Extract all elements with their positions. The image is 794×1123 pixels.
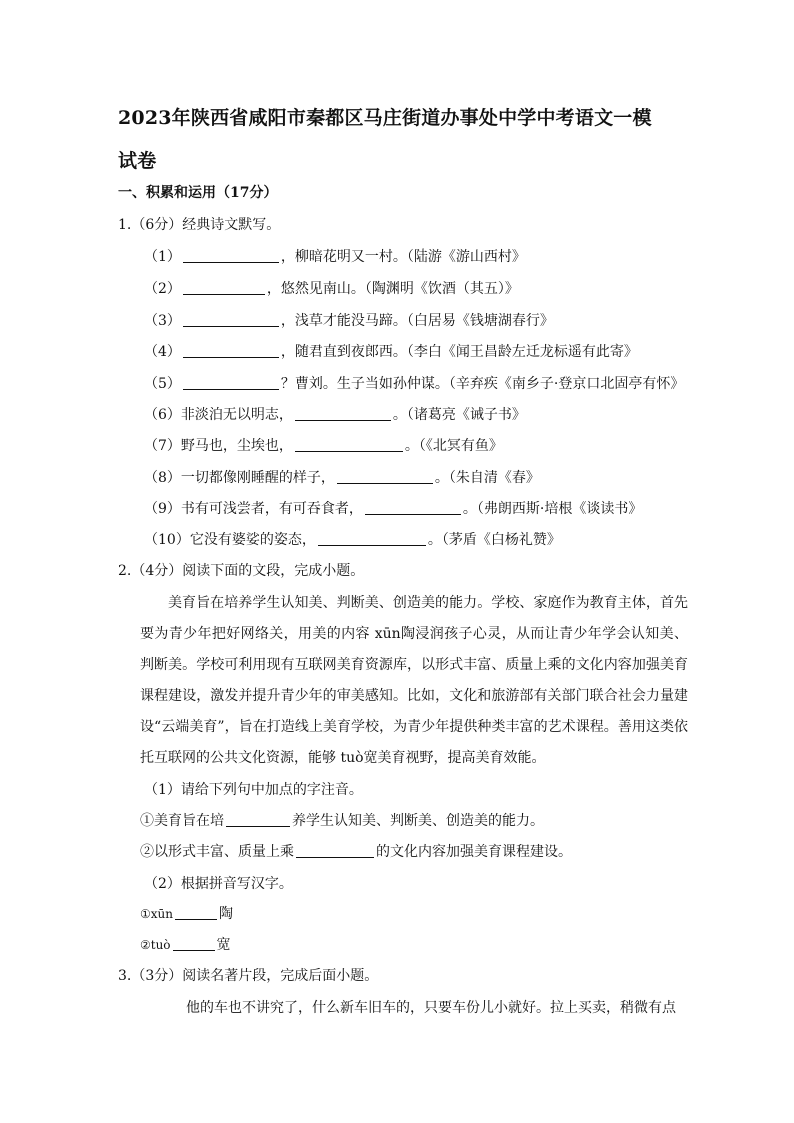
question-2-stem: 2.（4分）阅读下面的文段，完成小题。 xyxy=(118,563,365,579)
question-2-sub1: （1）请给下列句中加点的字注音。 xyxy=(144,782,363,798)
answer-blank xyxy=(295,437,403,452)
question-3-stem: 3.（3分）阅读名著片段，完成后面小题。 xyxy=(118,968,379,984)
answer-blank xyxy=(183,343,279,358)
answer-blank xyxy=(226,812,290,827)
question-1-stem: 1.（6分）经典诗文默写。 xyxy=(118,217,281,233)
answer-blank xyxy=(365,500,461,515)
question-1-item: （4） ，随君直到夜郎西。（李白《闻王昌龄左迁龙标遥有此寄》 xyxy=(144,344,638,360)
question-1-item: （1） ，柳暗花明又一村。（陆游《游山西村》 xyxy=(144,249,526,265)
question-2-sub2: （2）根据拼音写汉字。 xyxy=(144,876,293,892)
question-1-item: （7）野马也，尘埃也， 。（《北冥有鱼》 xyxy=(144,438,503,454)
answer-blank xyxy=(183,375,279,390)
question-2-sub1-b: ②以形式丰富、质量上乘 的文化内容加强美育课程建设。 xyxy=(140,844,572,860)
question-2-sub2-a: ①xūn 陶 xyxy=(140,906,233,922)
answer-blank xyxy=(183,248,279,263)
question-1-item: （6）非淡泊无以明志， 。（诸葛亮《诫子书》 xyxy=(144,407,526,423)
question-3-passage: 他的车也不讲究了，什么新车旧车的，只要车份儿小就好。拉上买卖，稍微有点 xyxy=(186,1000,676,1016)
question-1-item: （10）它没有婆娑的姿态， 。（茅盾《白杨礼赞》 xyxy=(144,532,561,548)
question-2-sub2-b: ②tuò 宽 xyxy=(140,937,231,953)
question-1-item: （8）一切都像刚睡醒的样子， 。（朱自清《春》 xyxy=(144,470,540,486)
answer-blank xyxy=(337,469,433,484)
question-1-item: （5） ？曹刘。生子当如孙仲谋。（辛弃疾《南乡子·登京口北固亭有怀》 xyxy=(144,376,685,392)
question-2-sub1-a: ①美育旨在培 养学生认知美、判断美、创造美的能力。 xyxy=(140,813,544,829)
question-1-item: （9）书有可浅尝者，有可吞食者， 。（弗朗西斯·培根《谈读书》 xyxy=(144,501,643,517)
exam-title-line1: 2023年陕西省咸阳市秦都区马庄街道办事处中学中考语文一模 xyxy=(118,107,652,129)
exam-title-line2: 试卷 xyxy=(118,150,157,172)
question-2-passage: 美育旨在培养学生认知美、判断美、创造美的能力。学校、家庭作为教育主体，首先要为青少年把好网络关，用美的内容 xūn陶浸润孩子心灵，从而让青少年学会认知美、判断美。学校可利用现有互联网美育资源库，以形式丰富、质量上乘的文化内容加强美育课程建设，激发并提升青少年的审美感知。比如，文化和旅游部有关部门联合社会力量建设“云端美育”，旨在打造线上美育学校，为青少年提供种类丰富的艺术课程。善用这类依托互联网的公共文化资源，能够 tuò宽美育视野，提高美育效能。 xyxy=(140,595,688,766)
question-1-item: （2） ，悠然见南山。（陶渊明《饮酒（其五）》 xyxy=(144,281,519,297)
answer-blank xyxy=(296,843,374,858)
answer-blank xyxy=(173,936,215,951)
section-heading: 一、积累和运用（17分） xyxy=(118,185,278,201)
answer-blank xyxy=(295,406,391,421)
answer-blank xyxy=(183,312,279,327)
question-1-item: （3） ，浅草才能没马蹄。（白居易《钱塘湖春行》 xyxy=(144,313,554,329)
answer-blank xyxy=(318,531,426,546)
answer-blank xyxy=(183,280,265,295)
answer-blank xyxy=(175,905,217,920)
